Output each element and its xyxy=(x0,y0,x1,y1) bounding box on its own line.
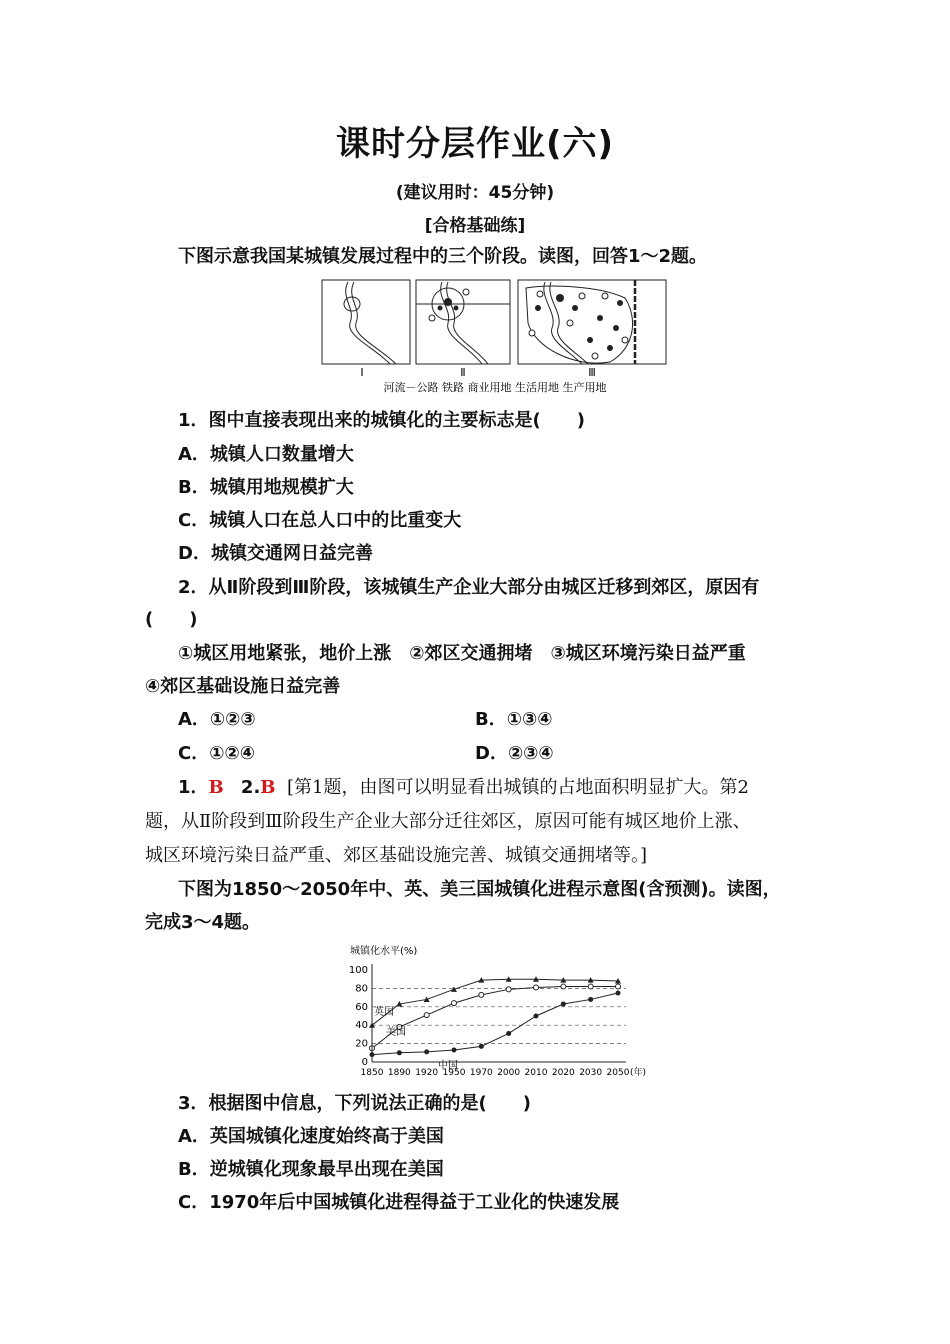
x-tick-label: 1850 xyxy=(360,1068,384,1078)
intro-text-2-cont: 完成3～4题。 xyxy=(145,912,261,933)
q2-items: ①城区用地紧张，地价上涨 ②郊区交通拥堵 ③城区环境污染日益严重 xyxy=(178,643,746,664)
x-tick-label: 1920 xyxy=(415,1068,439,1078)
q3-option-a: A．英国城镇化速度始终高于美国 xyxy=(178,1126,444,1147)
answer-key-1: B xyxy=(208,777,224,798)
q2-option-a: A．①②③ xyxy=(178,709,256,730)
data-point xyxy=(452,1048,457,1053)
x-tick-label: 1890 xyxy=(387,1068,411,1078)
x-tick-label: 2000 xyxy=(497,1068,521,1078)
q1-option-a: A．城镇人口数量增大 xyxy=(178,444,354,465)
data-point xyxy=(588,984,593,989)
y-tick-label: 80 xyxy=(355,983,368,995)
town-core-1 xyxy=(344,297,360,311)
q1-stem: 1．图中直接表现出来的城镇化的主要标志是( ) xyxy=(178,410,585,431)
q1-option-d: D．城镇交通网日益完善 xyxy=(178,543,373,564)
answer-num-1: 1． xyxy=(178,777,209,798)
data-point xyxy=(534,985,539,990)
stage-label-3: Ⅲ xyxy=(588,366,596,379)
chart-xlabel: (年) xyxy=(630,1068,647,1078)
data-point xyxy=(561,1002,566,1007)
data-point xyxy=(452,1001,457,1006)
q2-items-cont: ④郊区基础设施日益完善 xyxy=(145,676,341,697)
x-tick-label: 2050 xyxy=(606,1068,630,1078)
stage-label-2: Ⅱ xyxy=(460,366,466,379)
x-tick-label: 2010 xyxy=(524,1068,548,1078)
river-3 xyxy=(544,282,582,364)
answer-explanation-1: [第1题，由图可以明显看出城镇的占地面积明显扩大。第2 xyxy=(286,777,749,798)
urbanization-chart xyxy=(330,942,660,1082)
data-point xyxy=(616,991,621,996)
data-point xyxy=(616,984,621,989)
intro-text-1: 下图示意我国某城镇发展过程中的三个阶段。读图，回答1～2题。 xyxy=(178,246,708,267)
q2-option-b: B．①③④ xyxy=(475,709,553,730)
x-tick-label: 2030 xyxy=(579,1068,603,1078)
y-tick-label: 0 xyxy=(361,1057,368,1068)
page-title: 课时分层作业(六) xyxy=(335,124,615,164)
answer-explanation-3: 城区环境污染日益严重、郊区基础设施完善、城镇交通拥堵等。] xyxy=(145,845,648,866)
answer-num-2: 2. xyxy=(240,777,261,798)
q3-option-c: C．1970年后中国城镇化进程得益于工业化的快速发展 xyxy=(178,1192,620,1213)
x-tick-label: 1970 xyxy=(469,1068,493,1078)
data-point xyxy=(479,992,484,997)
data-point xyxy=(506,1031,511,1036)
figure1-legend: 河流－公路 铁路 商业用地 生活用地 生产用地 xyxy=(383,381,607,394)
intro-text-2: 下图为1850～2050年中、英、美三国城镇化进程示意图(含预测)。读图， xyxy=(178,879,781,900)
y-tick-label: 60 xyxy=(355,1001,368,1013)
answer-explanation-2: 题，从Ⅱ阶段到Ⅲ阶段生产企业大部分迁往郊区，原因可能有城区地价上涨、 xyxy=(145,811,751,832)
series-label: 中国 xyxy=(438,1060,458,1072)
data-point xyxy=(479,1044,484,1049)
data-point xyxy=(588,997,593,1002)
section-heading: [合格基础练] xyxy=(424,216,526,236)
data-point xyxy=(397,1050,402,1055)
stage-label-1: Ⅰ xyxy=(360,366,364,379)
q1-option-c: C．城镇人口在总人口中的比重变大 xyxy=(178,510,462,531)
q2-option-c: C．①②④ xyxy=(178,743,255,764)
x-tick-label: 1950 xyxy=(442,1068,466,1078)
answer-key-2: B xyxy=(260,777,276,798)
x-tick-label: 2020 xyxy=(551,1068,575,1078)
data-point xyxy=(561,984,566,989)
q2-stem: 2．从Ⅱ阶段到Ⅲ阶段，该城镇生产企业大部分由城区迁移到郊区，原因有 xyxy=(178,577,760,598)
stage-1-panel xyxy=(322,280,410,364)
time-hint: (建议用时：45分钟) xyxy=(395,183,555,203)
data-point xyxy=(424,1049,429,1054)
q3-option-b: B．逆城镇化现象最早出现在美国 xyxy=(178,1159,444,1180)
y-tick-label: 100 xyxy=(348,965,368,976)
data-point xyxy=(424,1013,429,1018)
q2-stem-paren: ( ) xyxy=(145,609,198,630)
q3-stem: 3．根据图中信息，下列说法正确的是( ) xyxy=(178,1093,531,1114)
q1-option-b: B．城镇用地规模扩大 xyxy=(178,477,354,498)
y-tick-label: 40 xyxy=(355,1020,368,1032)
data-point xyxy=(534,1014,539,1019)
data-point xyxy=(506,987,511,992)
series-line-1 xyxy=(372,987,618,1049)
chart-ylabel: 城镇化水平(%) xyxy=(350,946,418,957)
series-label: 英国 xyxy=(374,1007,394,1019)
town-stage-figure xyxy=(320,278,670,398)
q2-option-d: D．②③④ xyxy=(475,743,554,764)
answer-line-1 xyxy=(178,775,749,801)
y-tick-label: 20 xyxy=(355,1038,368,1050)
series-label: 美国 xyxy=(386,1027,406,1039)
